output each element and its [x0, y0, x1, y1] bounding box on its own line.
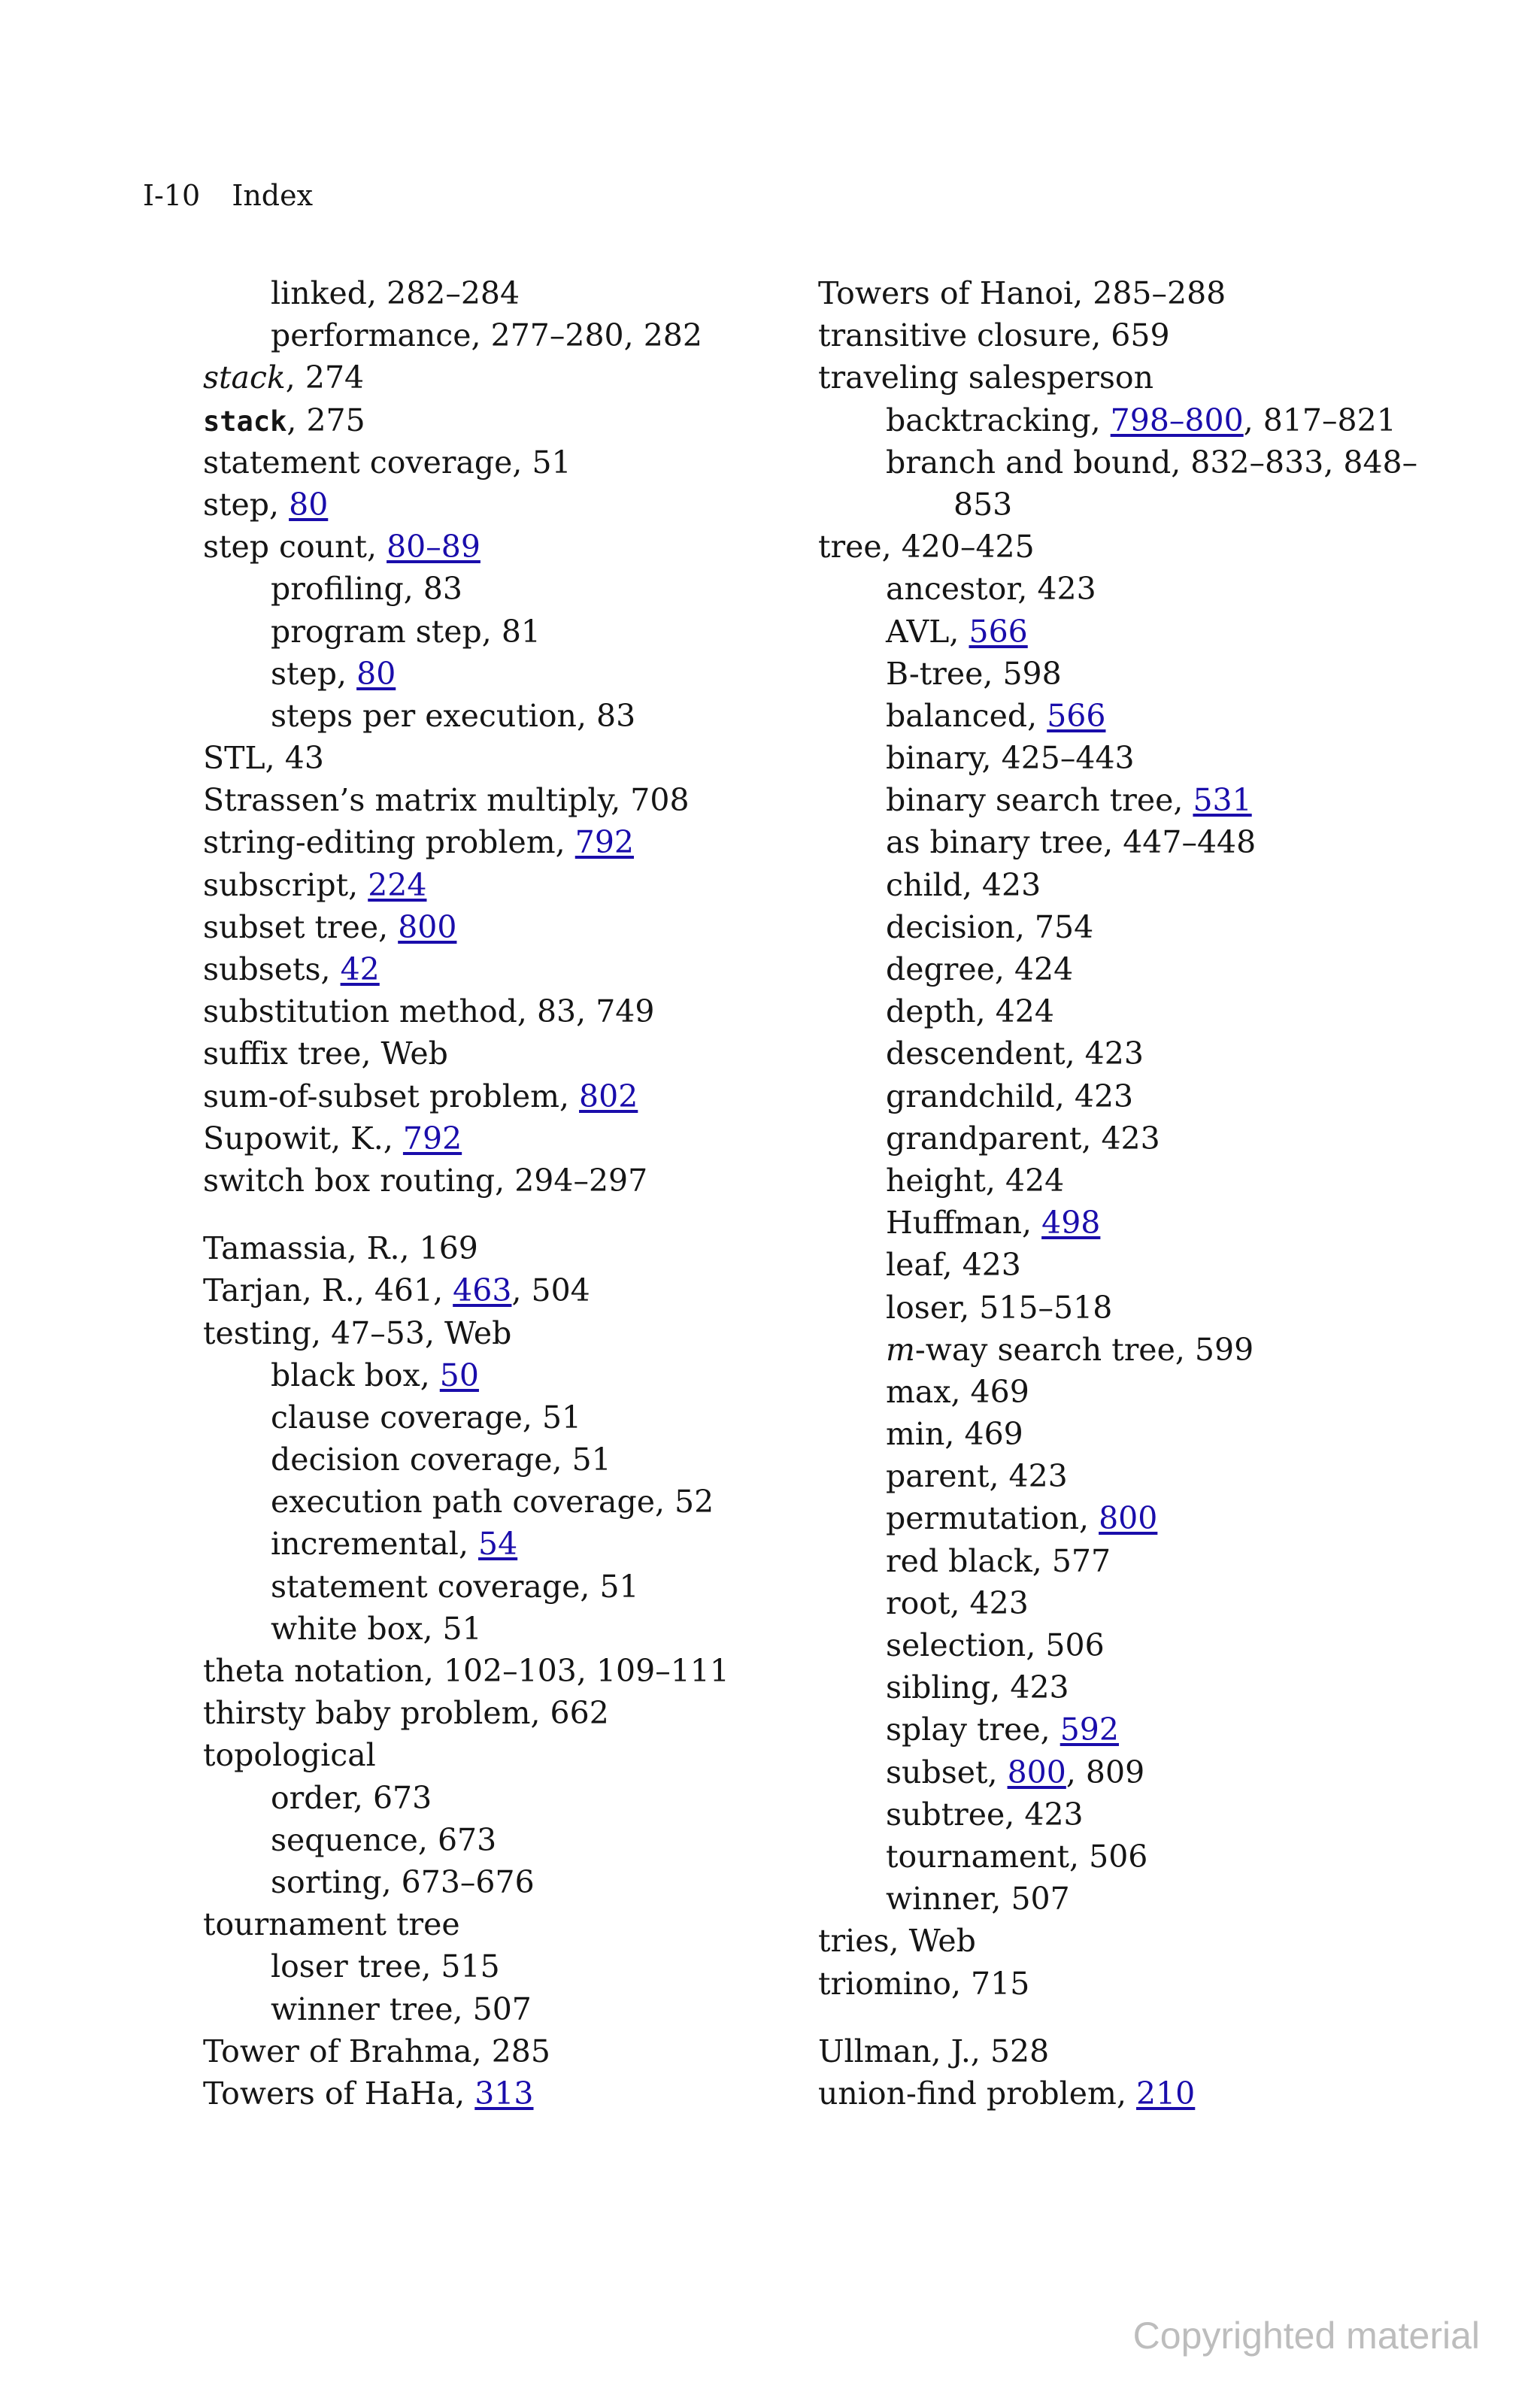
- page-number: 832–833: [1190, 444, 1324, 481]
- index-entry: subset tree, 800: [203, 908, 457, 945]
- index-entry: Supowit, K., 792: [203, 1120, 462, 1157]
- page-number: 282–284: [387, 275, 520, 311]
- page-number: 423: [1037, 571, 1096, 608]
- index-term: parent: [886, 1458, 990, 1495]
- index-term: -way search tree: [914, 1331, 1175, 1368]
- index-term: permutation: [886, 1500, 1079, 1537]
- page-link[interactable]: 463: [453, 1272, 512, 1309]
- index-entry: tree, 420–425: [818, 529, 1035, 565]
- index-term: sibling: [886, 1669, 991, 1706]
- page-number: 673: [437, 1821, 497, 1858]
- page-number: 469: [970, 1373, 1029, 1410]
- page-number: 461: [374, 1272, 434, 1309]
- index-term: incremental: [271, 1526, 459, 1563]
- page-link[interactable]: 210: [1136, 2075, 1196, 2112]
- page-number: Web: [444, 1314, 512, 1351]
- index-entry: triomino, 715: [818, 1965, 1030, 2002]
- index-term: string-editing problem: [203, 824, 556, 861]
- page-number: 673: [372, 1779, 432, 1816]
- index-entry: linked, 282–284: [271, 275, 520, 311]
- index-term: theta notation: [203, 1653, 424, 1689]
- index-term: subtree: [886, 1796, 1005, 1833]
- index-entry: m-way search tree, 599: [886, 1331, 1254, 1368]
- page-number: 673–676: [401, 1863, 535, 1900]
- index-entry: sorting, 673–676: [271, 1863, 535, 1900]
- index-entry: execution path coverage, 52: [271, 1484, 714, 1520]
- page-number: 423: [1084, 1035, 1144, 1072]
- index-entry: branch and bound, 832–833, 848–: [886, 444, 1418, 481]
- index-term: as binary tree: [886, 824, 1104, 861]
- index-term: tournament tree: [203, 1906, 460, 1943]
- index-entry: leaf, 423: [886, 1247, 1021, 1284]
- index-term: winner tree: [271, 1990, 453, 2027]
- index-term: Tarjan, R.: [203, 1272, 355, 1309]
- index-entry: sequence, 673: [271, 1821, 497, 1858]
- page-number: 809: [1085, 1754, 1145, 1790]
- index-entry: suffix tree, Web: [203, 1035, 448, 1072]
- page-number: 659: [1111, 317, 1170, 354]
- page-link[interactable]: 531: [1193, 782, 1252, 819]
- index-entry: descendent, 423: [886, 1035, 1144, 1072]
- index-entry: [113, 1903, 775, 1945]
- page-number: 102–103: [443, 1653, 577, 1689]
- page-link[interactable]: 80: [289, 486, 329, 523]
- page-number: 420–425: [901, 529, 1035, 565]
- index-entry: winner, 507: [886, 1881, 1070, 1918]
- index-entry: min, 469: [886, 1416, 1023, 1453]
- index-term: transitive closure: [818, 317, 1092, 354]
- index-entry: permutation, 800: [886, 1500, 1158, 1537]
- page-number: Web: [908, 1923, 976, 1960]
- index-term: step: [203, 486, 270, 523]
- index-term: subset: [886, 1754, 988, 1790]
- index-entry: Towers of Hanoi, 285–288: [818, 275, 1226, 311]
- page-number: 528: [990, 2033, 1050, 2069]
- index-term: subscript: [203, 866, 349, 903]
- page-number: 52: [675, 1484, 714, 1520]
- index-term: min: [886, 1416, 945, 1453]
- index-entry: subset, 800, 809: [886, 1754, 1145, 1790]
- index-term: grandchild: [886, 1078, 1055, 1114]
- index-entry: sum-of-subset problem, 802: [203, 1078, 638, 1114]
- page-link[interactable]: 50: [439, 1357, 479, 1393]
- index-entry: black box, 50: [271, 1357, 479, 1393]
- index-term: stack: [203, 359, 286, 396]
- index-term: steps per execution: [271, 697, 577, 734]
- index-entry: tries, Web: [818, 1923, 976, 1960]
- page-number: 715: [971, 1965, 1030, 2002]
- index-entry: thirsty baby problem, 662: [203, 1695, 609, 1732]
- index-entry: Strassen’s matrix multiply, 708: [203, 782, 690, 819]
- index-term: testing: [203, 1314, 312, 1351]
- index-entry: white box, 51: [271, 1610, 482, 1647]
- index-entry: root, 423: [886, 1584, 1029, 1621]
- index-term: AVL: [886, 613, 950, 650]
- page-link[interactable]: 224: [368, 866, 427, 903]
- page-number: 447–448: [1123, 824, 1257, 861]
- index-term: selection: [886, 1627, 1026, 1663]
- page-number: 853: [953, 486, 1013, 523]
- page-number: 662: [550, 1695, 609, 1732]
- index-term: performance: [271, 317, 471, 354]
- page-link[interactable]: 498: [1041, 1205, 1101, 1242]
- page-number: 277–280: [490, 317, 624, 354]
- page-link[interactable]: 798–800: [1110, 402, 1244, 438]
- index-entry: Tower of Brahma, 285: [203, 2033, 550, 2069]
- index-entry: testing, 47–53, Web: [203, 1314, 512, 1351]
- page-number: 43: [284, 740, 324, 777]
- index-term: leaf: [886, 1247, 943, 1284]
- page-number: 749: [596, 993, 655, 1030]
- page-number: 83: [536, 993, 577, 1030]
- index-entry: as binary tree, 447–448: [886, 824, 1257, 861]
- index-term: linked: [271, 275, 367, 311]
- index-term: degree: [886, 951, 995, 987]
- index-entry: grandchild, 423: [886, 1078, 1134, 1114]
- index-term: ancestor: [886, 571, 1018, 608]
- page-link[interactable]: 802: [579, 1078, 638, 1114]
- index-term: step count: [203, 529, 367, 565]
- index-entry: transitive closure, 659: [818, 317, 1170, 354]
- page-link[interactable]: 800: [1099, 1500, 1158, 1537]
- index-term: switch box routing: [203, 1162, 496, 1199]
- page-number: 51: [541, 1399, 582, 1436]
- index-entry: Ullman, J., 528: [818, 2033, 1050, 2069]
- index-entry: performance, 277–280, 282: [271, 317, 702, 354]
- index-term: subsets: [203, 951, 321, 987]
- page-number: 275: [306, 402, 365, 438]
- index-entry: B-tree, 598: [886, 655, 1062, 692]
- page-number: 848–: [1343, 444, 1418, 481]
- index-term: thirsty baby problem: [203, 1695, 531, 1732]
- page-number: 577: [1051, 1542, 1111, 1579]
- page-number: 425–443: [1001, 740, 1135, 777]
- index-term: clause coverage: [271, 1399, 523, 1436]
- index-term: profiling: [271, 571, 404, 608]
- index-term: tries: [818, 1923, 890, 1960]
- page-number: 598: [1002, 655, 1062, 692]
- index-entry-continuation: [796, 484, 1472, 526]
- index-entry: order, 673: [271, 1779, 432, 1816]
- index-term: splay tree: [886, 1711, 1041, 1748]
- index-entry: clause coverage, 51: [271, 1399, 582, 1436]
- index-entry: subtree, 423: [886, 1796, 1084, 1833]
- page-number: Web: [380, 1035, 448, 1072]
- page-number: 51: [571, 1442, 611, 1478]
- page-number: 424: [1005, 1162, 1065, 1199]
- page-number: 282: [643, 317, 702, 354]
- index-entry: Tamassia, R., 169: [203, 1230, 478, 1267]
- page-number: 51: [442, 1610, 482, 1647]
- index-entry: steps per execution, 83: [271, 697, 636, 734]
- page-link[interactable]: 54: [478, 1526, 518, 1563]
- page-link[interactable]: 42: [340, 951, 380, 987]
- running-title: Index: [232, 179, 314, 212]
- page-number: 423: [1101, 1120, 1160, 1157]
- page-number: 754: [1034, 908, 1094, 945]
- page-number: 274: [305, 359, 365, 396]
- index-term: tree: [818, 529, 882, 565]
- index-entry: step count, 80–89: [203, 529, 480, 565]
- page-number: 423: [1010, 1669, 1069, 1706]
- page-number: 506: [1045, 1627, 1105, 1663]
- index-term: backtracking: [886, 402, 1091, 438]
- index-term: sum-of-subset problem: [203, 1078, 559, 1114]
- index-term: Towers of HaHa: [203, 2075, 456, 2112]
- index-entry: height, 424: [886, 1162, 1065, 1199]
- page-number: 423: [962, 1247, 1021, 1284]
- index-entry: incremental, 54: [271, 1526, 518, 1563]
- index-term: suffix tree: [203, 1035, 362, 1072]
- index-entry: backtracking, 798–800, 817–821: [886, 402, 1396, 438]
- index-entry: sibling, 423: [886, 1669, 1069, 1706]
- index-term: statement coverage: [271, 1568, 581, 1605]
- page-number: 294–297: [514, 1162, 648, 1199]
- index-entry: switch box routing, 294–297: [203, 1162, 648, 1199]
- page-link[interactable]: 792: [574, 824, 635, 861]
- index-entry: step, 80: [271, 655, 396, 692]
- page-link[interactable]: 592: [1060, 1711, 1119, 1748]
- index-entry: red black, 577: [886, 1542, 1111, 1579]
- page-number: 469: [964, 1416, 1023, 1453]
- index-entry: Huffman, 498: [886, 1205, 1101, 1242]
- index-entry: ancestor, 423: [886, 571, 1096, 608]
- index-term: decision coverage: [271, 1442, 553, 1478]
- copyright-watermark: Copyrighted material: [1132, 2315, 1480, 2357]
- index-entry: STL, 43: [203, 740, 324, 777]
- index-term: subset tree: [203, 908, 379, 945]
- index-term: B-tree: [886, 655, 984, 692]
- page-number: 506: [1089, 1838, 1148, 1875]
- index-term: binary search tree: [886, 782, 1174, 819]
- index-entry: [113, 1734, 775, 1776]
- index-term: root: [886, 1584, 950, 1621]
- page-number: 507: [1011, 1881, 1070, 1918]
- index-term: union-find problem: [818, 2075, 1117, 2112]
- index-term: triomino: [818, 1965, 951, 2002]
- index-term: traveling salesperson: [818, 359, 1153, 396]
- index-entry: subsets, 42: [203, 951, 380, 987]
- index-term: Huffman: [886, 1205, 1023, 1242]
- index-entry: union-find problem, 210: [818, 2075, 1196, 2112]
- index-term: depth: [886, 993, 976, 1030]
- index-entry: program step, 81: [271, 613, 541, 650]
- index-entry: child, 423: [886, 866, 1041, 903]
- index-term: white box: [271, 1610, 423, 1647]
- index-term: loser tree: [271, 1948, 422, 1985]
- page-number: 424: [995, 993, 1054, 1030]
- page-number: 423: [981, 866, 1041, 903]
- index-entry: loser, 515–518: [886, 1289, 1113, 1326]
- index-term: winner: [886, 1881, 992, 1918]
- index-entry: AVL, 566: [886, 613, 1028, 650]
- page-number: 424: [1014, 951, 1074, 987]
- page-number: 47–53: [331, 1314, 425, 1351]
- index-term: child: [886, 866, 962, 903]
- index-entry: tournament, 506: [886, 1838, 1148, 1875]
- index-entry: decision coverage, 51: [271, 1442, 611, 1478]
- index-term: execution path coverage: [271, 1484, 655, 1520]
- page-number: I-10: [143, 179, 201, 212]
- page-number: 423: [969, 1584, 1029, 1621]
- index-term: sorting: [271, 1863, 382, 1900]
- index-term: max: [886, 1373, 951, 1410]
- index-term: Towers of Hanoi: [818, 275, 1074, 311]
- index-term: tournament: [886, 1838, 1070, 1875]
- page-link[interactable]: 566: [1047, 697, 1106, 734]
- page-number: 599: [1194, 1331, 1254, 1368]
- index-entry: stack, 274: [203, 359, 365, 396]
- index-term: sequence: [271, 1821, 418, 1858]
- index-entry: depth, 424: [886, 993, 1054, 1030]
- page-number: 504: [531, 1272, 590, 1309]
- page-number: 507: [472, 1990, 532, 2027]
- index-column-left: [113, 272, 775, 2115]
- page-number: 83: [423, 571, 463, 608]
- index-term: decision: [886, 908, 1015, 945]
- index-term: STL: [203, 740, 265, 777]
- index-term-prefix: m: [886, 1331, 915, 1368]
- index-entry: winner tree, 507: [271, 1990, 532, 2027]
- index-term: height: [886, 1162, 986, 1199]
- index-term: substitution method: [203, 993, 517, 1030]
- index-term: Tamassia, R.: [203, 1230, 400, 1267]
- index-entry: subscript, 224: [203, 866, 427, 903]
- page-number: 515–518: [979, 1289, 1113, 1326]
- page-number: 109–111: [596, 1653, 729, 1689]
- index-column-right: [796, 272, 1472, 2115]
- page-number: 817–821: [1263, 402, 1396, 438]
- index-entry: max, 469: [886, 1373, 1029, 1410]
- index-entry: step, 80: [203, 486, 329, 523]
- index-term: Supowit, K.: [203, 1120, 383, 1157]
- index-entry: parent, 423: [886, 1458, 1068, 1495]
- index-entry: string-editing problem, 792: [203, 824, 635, 861]
- page-number: 515: [441, 1948, 500, 1985]
- index-entry: binary, 425–443: [886, 740, 1135, 777]
- page-number: 51: [532, 444, 571, 481]
- page-link[interactable]: 313: [474, 2075, 534, 2112]
- index-term: statement coverage: [203, 444, 513, 481]
- page-number: 169: [419, 1230, 478, 1267]
- index-entry: statement coverage, 51: [271, 1568, 639, 1605]
- page-number: 285–288: [1093, 275, 1226, 311]
- index-term: branch and bound: [886, 444, 1172, 481]
- page-number: 83: [596, 697, 636, 734]
- index-entry: loser tree, 515: [271, 1948, 500, 1985]
- index-entry: binary search tree, 531: [886, 782, 1252, 819]
- index-term: topological: [203, 1737, 376, 1774]
- index-term: program step: [271, 613, 482, 650]
- index-entry: theta notation, 102–103, 109–111: [203, 1653, 729, 1689]
- index-term: binary: [886, 740, 982, 777]
- index-entry: decision, 754: [886, 908, 1094, 945]
- page-link[interactable]: 800: [1007, 1754, 1066, 1790]
- index-term: loser: [886, 1289, 960, 1326]
- page-number: 423: [1008, 1458, 1068, 1495]
- index-entry: splay tree, 592: [886, 1711, 1119, 1748]
- page-number: 81: [501, 613, 541, 650]
- index-term: step: [271, 655, 338, 692]
- index-term: Strassen’s matrix multiply: [203, 782, 611, 819]
- index-term: balanced: [886, 697, 1028, 734]
- index-entry: degree, 424: [886, 951, 1074, 987]
- index-term: grandparent: [886, 1120, 1082, 1157]
- page-header: [143, 174, 313, 217]
- index-entry: statement coverage, 51: [203, 444, 571, 481]
- page-link[interactable]: 566: [969, 613, 1028, 650]
- index-term: red black: [886, 1542, 1032, 1579]
- index-term: order: [271, 1779, 353, 1816]
- page-number: 423: [1074, 1078, 1134, 1114]
- page-link[interactable]: 80: [356, 655, 396, 692]
- index-term: descendent: [886, 1035, 1066, 1072]
- page-link[interactable]: 80–89: [387, 529, 480, 565]
- page-number: 51: [599, 1568, 639, 1605]
- index-entry: grandparent, 423: [886, 1120, 1160, 1157]
- page-number: 423: [1024, 1796, 1084, 1833]
- index-term: black box: [271, 1357, 420, 1393]
- index-entry: Tarjan, R., 461, 463, 504: [203, 1272, 590, 1309]
- index-entry: balanced, 566: [886, 697, 1106, 734]
- index-entry: substitution method, 83, 749: [203, 993, 655, 1030]
- index-entry: stack, 275: [203, 402, 365, 438]
- index-entry: [796, 356, 1472, 399]
- index-entry: profiling, 83: [271, 571, 463, 608]
- index-term: stack: [203, 405, 287, 438]
- page-number: 708: [630, 782, 690, 819]
- index-term: Tower of Brahma: [203, 2033, 472, 2069]
- index-entry: Towers of HaHa, 313: [203, 2075, 534, 2112]
- page-link[interactable]: 800: [398, 908, 457, 945]
- page-number: 285: [491, 2033, 550, 2069]
- page-link[interactable]: 792: [402, 1120, 462, 1157]
- index-entry: selection, 506: [886, 1627, 1105, 1663]
- index-term: Ullman, J.: [818, 2033, 971, 2069]
